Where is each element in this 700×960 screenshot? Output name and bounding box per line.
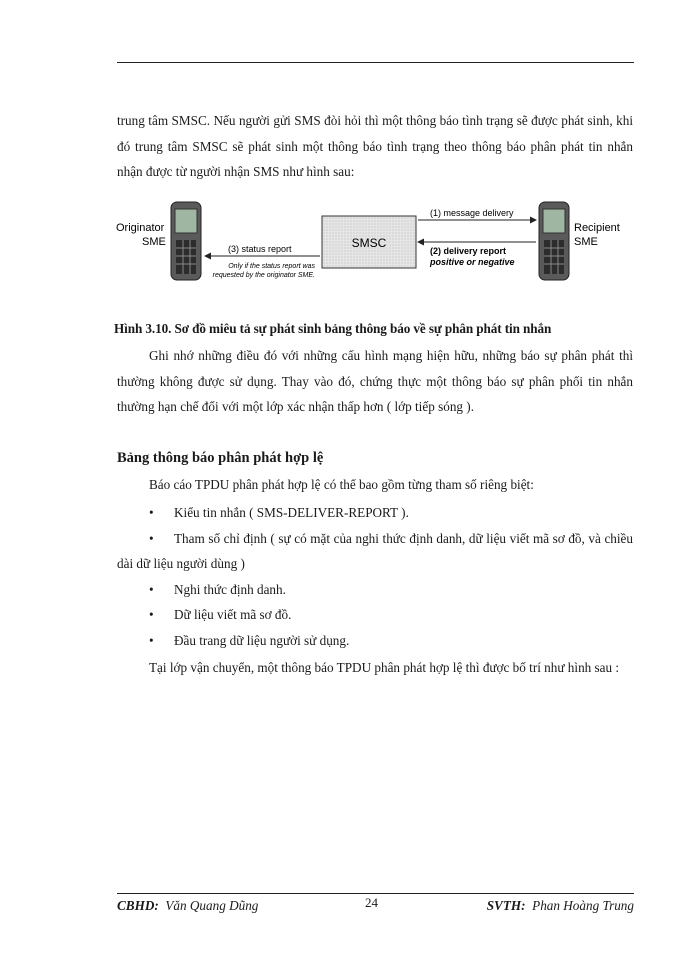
list-item-text: Dữ liệu viết mã sơ đồ. bbox=[174, 607, 292, 622]
bullet-icon: • bbox=[149, 505, 154, 520]
recipient-phone-icon bbox=[539, 202, 569, 280]
footer-student-label: SVTH: bbox=[486, 898, 526, 913]
list-item bbox=[117, 628, 633, 654]
bullet-icon: • bbox=[149, 632, 154, 648]
section-heading: Bảng thông báo phân phát hợp lệ bbox=[117, 450, 324, 466]
paragraph-3-text: Tại lớp vận chuyển, một thông báo TPDU phân phát hợp lệ thì được bố trí như hình sau : bbox=[149, 660, 620, 675]
paragraph-3 bbox=[117, 655, 633, 681]
bullet-icon: • bbox=[149, 581, 154, 597]
bullet-list bbox=[117, 500, 633, 653]
footer-advisor-name: Văn Quang Dũng bbox=[165, 898, 259, 913]
footer-rule bbox=[117, 893, 634, 894]
smsc-label: SMSC bbox=[351, 236, 387, 250]
arrow-2-label: (2) delivery report bbox=[430, 246, 507, 256]
paragraph-1: trung tâm SMSC. Nếu người gửi SMS đòi hỏi thì một thông báo tình trạng sẽ được phát sinh, khi đó trung tâm SMSC sẽ phát sinh một thông báo tình trạng theo thông báo phân phát tin nhắn nhận được từ người nhận SMS như hình sau: bbox=[117, 113, 633, 179]
recipient-label-2: SME bbox=[574, 236, 598, 248]
bullet-icon: • bbox=[149, 530, 154, 546]
originator-phone-icon bbox=[171, 202, 201, 280]
arrow-3-label: (3) status report bbox=[228, 244, 292, 254]
sms-status-report-diagram bbox=[110, 196, 630, 296]
list-item bbox=[117, 500, 633, 526]
arrow-1-label: (1) message delivery bbox=[430, 208, 514, 218]
note-line-2: requested by the originator SME. bbox=[212, 272, 315, 279]
figure-caption: Hình 3.10. Sơ đồ miêu tả sự phát sinh bảng thông báo về sự phân phát tin nhắn bbox=[114, 321, 552, 336]
note-line-1: Only if the status report was bbox=[228, 263, 315, 270]
footer-advisor bbox=[117, 898, 258, 914]
header-rule bbox=[117, 62, 634, 63]
footer-advisor-label: CBHD: bbox=[117, 898, 159, 913]
list-item-text: Đầu trang dữ liệu người sử dụng. bbox=[174, 632, 350, 648]
paragraph-2 bbox=[117, 343, 633, 420]
list-item-text: Nghi thức định danh. bbox=[174, 581, 286, 597]
list-item bbox=[117, 526, 633, 577]
arrow-2-sublabel: positive or negative bbox=[430, 257, 515, 267]
intro-line: Báo cáo TPDU phân phát hợp lệ có thể bao gồm từng tham số riêng biệt: bbox=[149, 477, 534, 492]
originator-label-2: SME bbox=[142, 236, 166, 248]
footer-student bbox=[487, 898, 634, 914]
page-number: 24 bbox=[365, 895, 378, 910]
list-item bbox=[117, 602, 633, 628]
footer-student-name: Phan Hoàng Trung bbox=[532, 898, 634, 913]
recipient-label-1: Recipient bbox=[574, 222, 620, 234]
originator-label-1: Originator bbox=[116, 222, 165, 234]
list-item-text: Kiểu tin nhắn ( SMS-DELIVER-REPORT ). bbox=[174, 505, 409, 520]
paragraph-2-text: Ghi nhớ những điều đó với những cấu hình mạng hiện hữu, những báo sự phân phát thì thường không được sử dụng. Thay vào đó, chứng thực một thông báo sự phân phối tin nhắn thường hạn chế đối với một lớp xác nhận thấp hơn ( lớp tiếp sóng ). bbox=[117, 348, 633, 414]
list-item-text: Tham số chỉ định ( sự có mặt của nghi thức định danh, dữ liệu viết mã sơ đồ, và chiều dài dữ liệu người dùng ) bbox=[117, 530, 633, 571]
bullet-icon: • bbox=[149, 607, 154, 622]
list-item bbox=[117, 577, 633, 603]
